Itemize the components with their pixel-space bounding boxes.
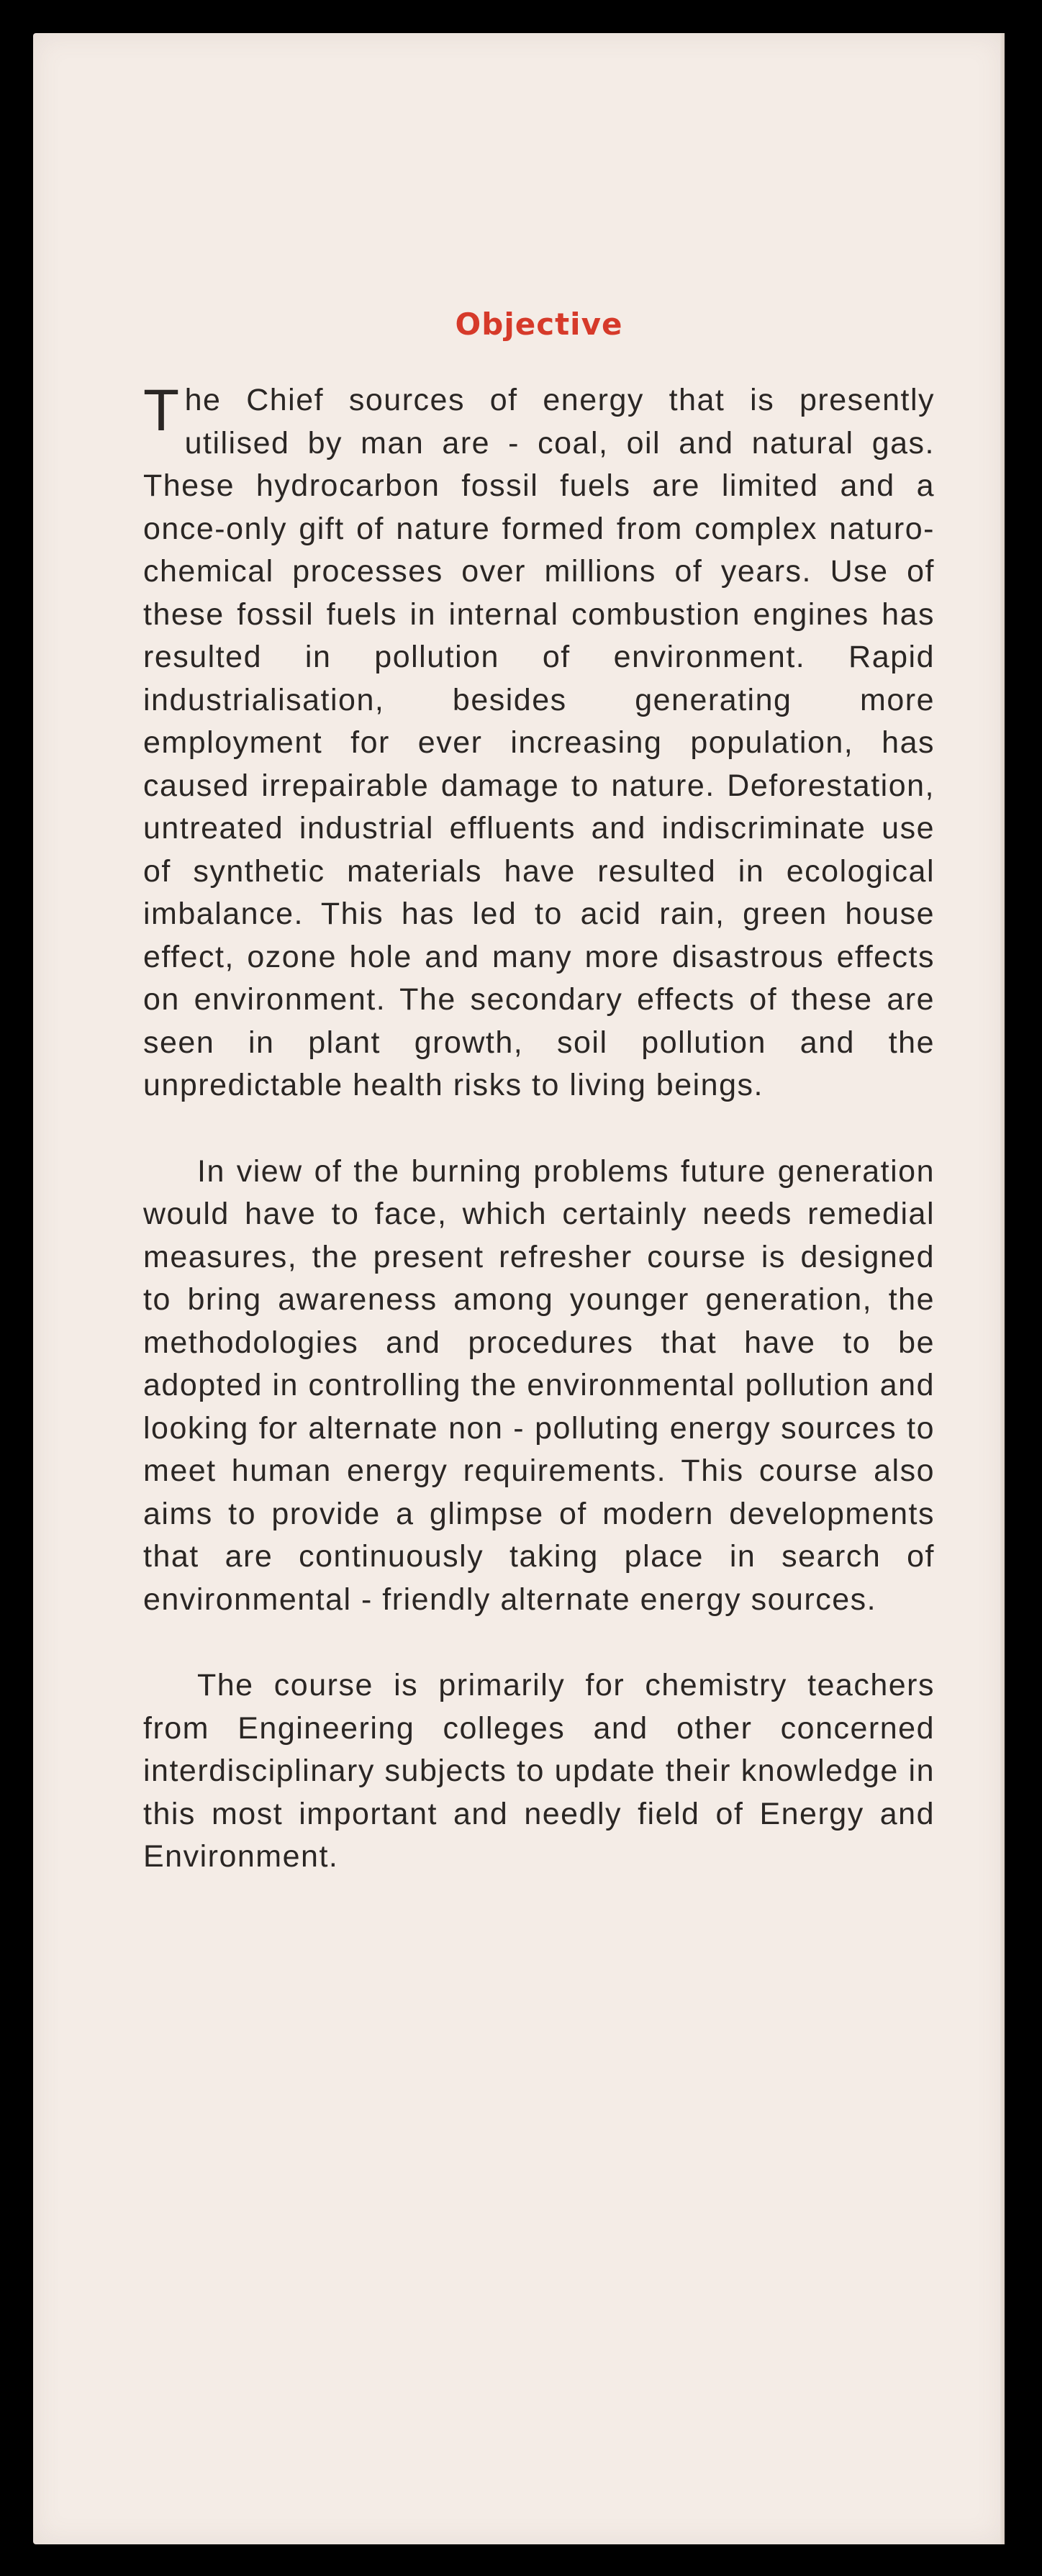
objective-section (143, 307, 935, 1922)
paragraph-energy-sources-text: he Chief sources of energy that is presently utilised by man are - coal, oil and natural gas. These hydrocarbon fossil fuels are limited and a once-only gift of nature formed from complex naturo-chemical processes over millions of years. Use of these fossil fuels in internal combustion engines has resulted in pollution of environment. Rapid industrialisation, besides generating more employment for ever increasing population, has caused irrepairable damage to nature. Deforestation, untreated industrial effluents and indiscriminate use of synthetic materials have resulted in ecological imbalance. This has led to acid rain, green house effect, ozone hole and many more disastrous effects on environment. The secondary effects of these are seen in plant growth, soil pollution and the unpredictable health risks to living beings. (143, 383, 935, 1102)
section-heading: Objective (455, 307, 623, 342)
paragraph-energy-sources (143, 379, 935, 1107)
paragraph-course-purpose: In view of the burning problems future generation would have to face, which certainly needs remedial measures, the present refresher course is designed to bring awareness among younger generation, the methodologies and procedures that have to be adopted in controlling the environmental pollution and looking for alternate non - polluting energy sources to meet human energy requirements. This course also aims to provide a glimpse of modern developments that are continuously taking place in search of environmental - friendly alternate energy sources. (143, 1153, 935, 1617)
drop-cap: T (143, 378, 181, 443)
paragraph-target-audience: The course is primarily for chemistry teachers from Engineering colleges and other concerned interdisciplinary subjects to update their knowledge in this most important and needly field of Energy and Environment. (143, 1668, 935, 1874)
fold-edge (1000, 33, 1005, 2544)
leaflet-page (33, 33, 1005, 2544)
